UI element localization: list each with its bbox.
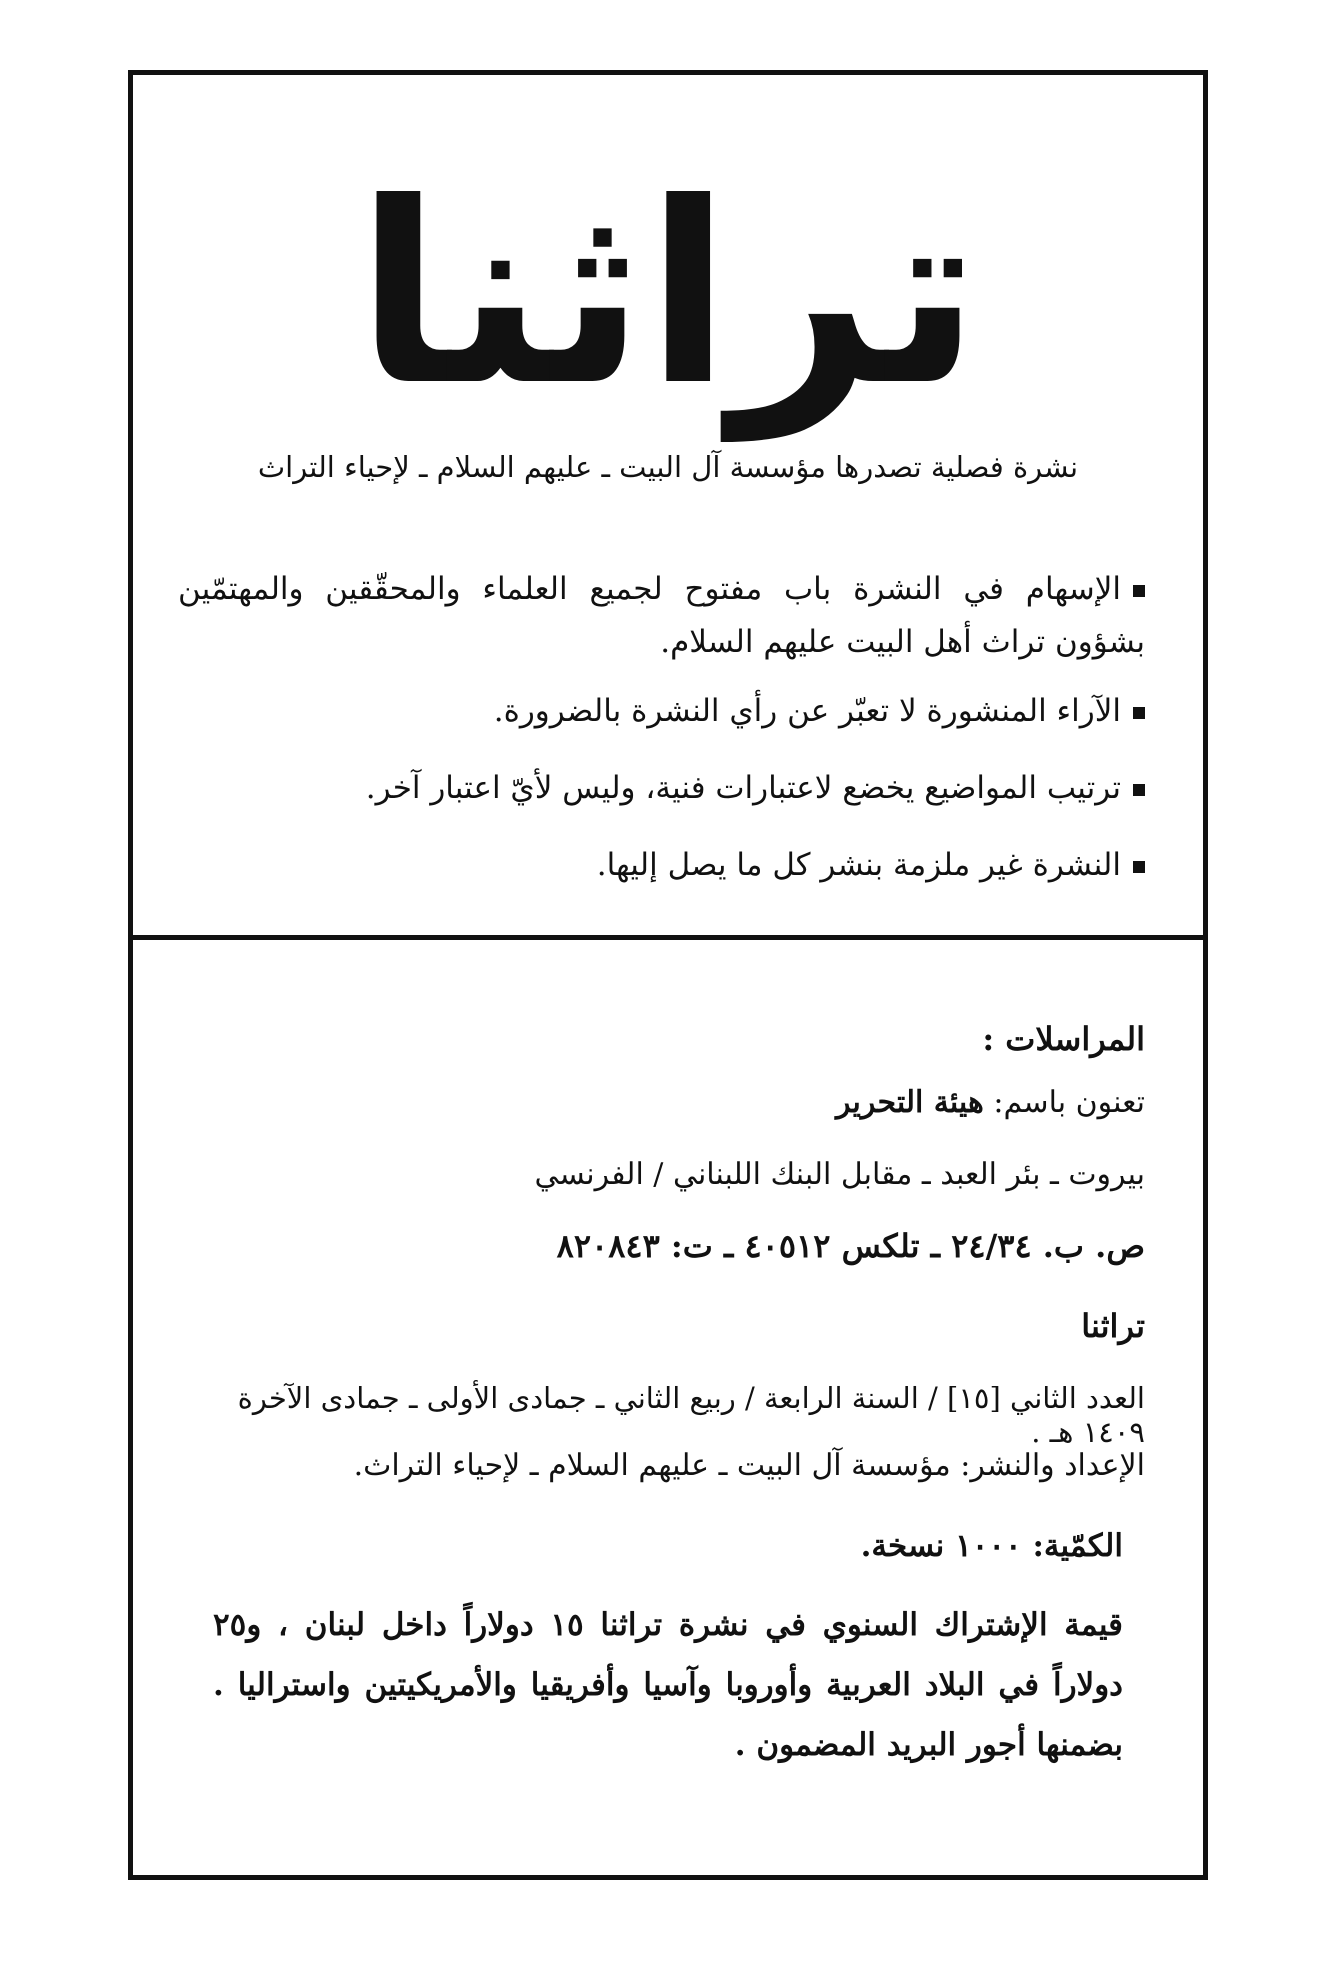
publisher-line: الإعداد والنشر: مؤسسة آل البيت ـ عليهم السلام ـ لإحياء التراث. — [353, 1448, 1145, 1483]
contact-numbers: ص. ب. ٢٤/٣٤ ـ تلكس ٤٠٥١٢ ـ ت: ٨٢٠٨٤٣ — [556, 1227, 1145, 1265]
address-to-label: تعنون باسم: — [993, 1085, 1145, 1120]
issue-details: العدد الثاني [١٥] / السنة الرابعة / ربيع الثاني ـ جمادى الأولى ـ جمادى الآخرة ١٤٠٩ هـ . — [237, 1381, 1145, 1449]
square-bullet-icon — [1133, 861, 1145, 873]
journal-name: تراثنا — [1081, 1307, 1145, 1345]
rule-item — [178, 762, 1145, 815]
rule-text: الآراء المنشورة لا تعبّر عن رأي النشرة بالضرورة. — [493, 693, 1121, 729]
print-quantity — [173, 1528, 1123, 1564]
section-divider — [133, 935, 1203, 940]
address-to-value: هيئة التحرير — [836, 1085, 984, 1120]
editorial-rules — [178, 563, 1145, 916]
square-bullet-icon — [1133, 784, 1145, 796]
rule-text: الإسهام في النشرة باب مفتوح لجميع العلماء والمحقّقين والمهتمّين بشؤون تراث أهل البيت عليهم السلام. — [178, 571, 1145, 660]
rule-item — [178, 685, 1145, 738]
square-bullet-icon — [1133, 585, 1145, 597]
address-to-line — [173, 1085, 1145, 1120]
rule-text: ترتيب المواضيع يخضع لاعتبارات فنية، وليس لأيّ اعتبار آخر. — [365, 770, 1121, 806]
journal-masthead: تراثنا — [355, 149, 981, 440]
postal-address: بيروت ـ بئر العبد ـ مقابل البنك اللبناني / الفرنسي — [534, 1157, 1145, 1192]
journal-subtitle: نشرة فصلية تصدرها مؤسسة آل البيت ـ عليهم السلام ـ لإحياء التراث — [257, 450, 1079, 484]
rule-text: النشرة غير ملزمة بنشر كل ما يصل إليها. — [596, 847, 1121, 883]
page-frame — [128, 70, 1208, 1880]
subscription-info: قيمة الإشتراك السنوي في نشرة تراثنا ١٥ دولاراً داخل لبنان ، و٢٥ دولاراً في البلاد العربية وأوروبا وآسيا وأفريقيا والأمريكيتين واستراليا . بضمنها أجور البريد المضمون . — [213, 1607, 1124, 1763]
correspondence-heading: المراسلات : — [982, 1020, 1145, 1058]
square-bullet-icon — [1133, 707, 1145, 719]
rule-item — [178, 839, 1145, 892]
quantity-label: الكمّية: — [1032, 1528, 1123, 1564]
quantity-value: ١٠٠٠ نسخة. — [860, 1528, 1022, 1564]
rule-item — [178, 563, 1145, 669]
